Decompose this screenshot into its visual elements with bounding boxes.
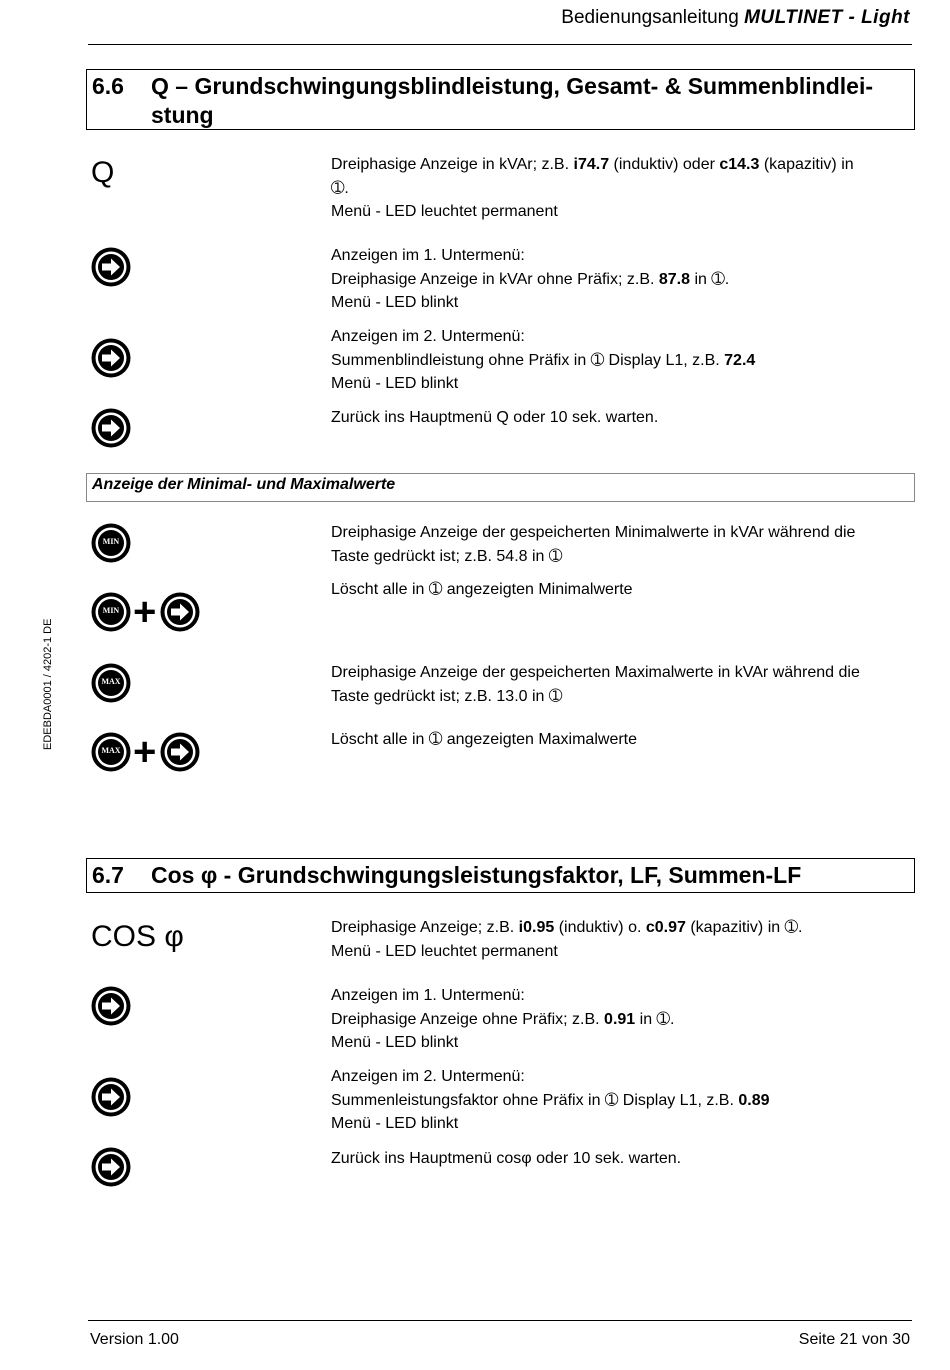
header-prefix: Bedienungsanleitung xyxy=(561,7,739,28)
arrow-button-icon[interactable] xyxy=(159,731,201,773)
section-number: 6.6 xyxy=(92,73,124,99)
min-description: Dreiphasige Anzeige der gespeicherten Minimalwerte in kVAr während die Taste gedrückt ist; z.B. 54.8 in ➀ xyxy=(331,524,856,565)
min-clear-description: Löscht alle in ➀ angezeigten Minimalwerte xyxy=(331,581,633,598)
q-main-description: Dreiphasige Anzeige in kVAr; z.B. i74.7 (induktiv) oder c14.3 (kapazitiv) in ➀. Menü - LED leuchtet permanent xyxy=(331,156,854,220)
q-symbol: Q xyxy=(91,156,115,189)
q-submenu1-description: Anzeigen im 1. Untermenü: Dreiphasige Anzeige in kVAr ohne Präfix; z.B. 87.8 in ➀. Menü - LED blinkt xyxy=(331,247,730,311)
footer-rule xyxy=(88,1320,912,1321)
section-title-line2: stung xyxy=(151,102,214,128)
arrow-button-icon[interactable] xyxy=(90,246,132,288)
arrow-button-icon[interactable] xyxy=(90,1146,132,1188)
cos-back-description: Zurück ins Hauptmenü cosφ oder 10 sek. warten. xyxy=(331,1150,682,1167)
arrow-button-icon[interactable] xyxy=(90,1076,132,1118)
header-rule xyxy=(88,44,912,45)
max-description: Dreiphasige Anzeige der gespeicherten Maximalwerte in kVAr während die Taste gedrückt ist; z.B. 13.0 in ➀ xyxy=(331,664,860,705)
min-button-icon[interactable]: MIN xyxy=(90,591,132,633)
section-title-line1: Q – Grundschwingungsblindleistung, Gesamt- & Summenblindlei- xyxy=(151,73,873,99)
cos-phi-symbol: COS φ xyxy=(91,920,184,953)
min-button-icon[interactable]: MIN xyxy=(90,522,132,564)
side-document-code: EDEBDA0001 / 4202-1 DE xyxy=(42,618,54,750)
section-number: 6.7 xyxy=(92,862,124,888)
section-6-7-heading xyxy=(86,858,915,893)
arrow-button-icon[interactable] xyxy=(90,985,132,1027)
arrow-button-icon[interactable] xyxy=(90,407,132,449)
plus-sign: + xyxy=(133,730,157,774)
footer-page-number: Seite 21 von 30 xyxy=(798,1331,910,1348)
section-6-6-heading xyxy=(86,69,915,130)
header-brand: MULTINET - Light xyxy=(744,7,910,28)
max-clear-description: Löscht alle in ➀ angezeigten Maximalwerte xyxy=(331,731,638,748)
cos-submenu1-description: Anzeigen im 1. Untermenü: Dreiphasige Anzeige ohne Präfix; z.B. 0.91 in ➀. Menü - LED blinkt xyxy=(331,987,675,1051)
cos-submenu2-description: Anzeigen im 2. Untermenü: Summenleistungsfaktor ohne Präfix in ➀ Display L1, z.B. 0.89 Menü - LED blinkt xyxy=(331,1068,770,1132)
q-back-description: Zurück ins Hauptmenü Q oder 10 sek. warten. xyxy=(331,409,659,426)
page-header xyxy=(561,7,910,29)
max-button-icon[interactable]: MAX xyxy=(90,662,132,704)
minmax-heading: Anzeige der Minimal- und Maximalwerte xyxy=(86,473,915,502)
section-title: Cos φ - Grundschwingungsleistungsfaktor, LF, Summen-LF xyxy=(151,862,802,888)
arrow-button-icon[interactable] xyxy=(90,337,132,379)
q-submenu2-description: Anzeigen im 2. Untermenü: Summenblindleistung ohne Präfix in ➀ Display L1, z.B. 72.4 Menü - LED blinkt xyxy=(331,328,756,392)
arrow-button-icon[interactable] xyxy=(159,591,201,633)
footer-version: Version 1.00 xyxy=(90,1331,179,1348)
max-button-icon[interactable]: MAX xyxy=(90,731,132,773)
plus-sign: + xyxy=(133,590,157,634)
cos-main-description: Dreiphasige Anzeige; z.B. i0.95 (induktiv) o. c0.97 (kapazitiv) in ➀. Menü - LED leuchtet permanent xyxy=(331,919,803,960)
